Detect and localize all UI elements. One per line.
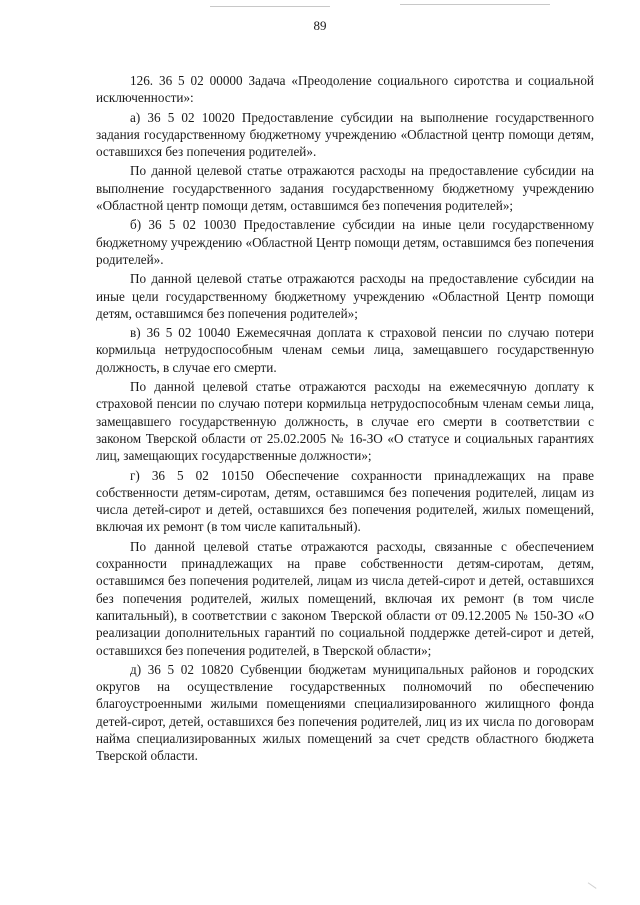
section-heading: 126. 36 5 02 00000 Задача «Преодоление социального сиротства и социальной исключенности»:: [96, 73, 594, 106]
document-body: [96, 72, 594, 767]
paragraph: По данной целевой статье отражаются расходы на ежемесячную доплату к страховой пенсии по случаю потери кормильца нетрудоспособным членам семьи лица, замещавшего государственную должность, в случае его смерти в соответствии с законом Тверской области от 25.02.2005 № 16-ЗО «О статусе и социальных гарантиях лиц, замещающих государственные должности»;: [96, 379, 594, 464]
paragraph: По данной целевой статье отражаются расходы на предоставление субсидии на иные цели государственному бюджетному учреждению «Областной Центр помощи детям, оставшимся без попечения родителей»;: [96, 271, 594, 321]
paragraph: б) 36 5 02 10030 Предоставление субсидии на иные цели государственному бюджетному учреждению «Областной Центр помощи детям, оставшимся без попечения родителей».: [96, 217, 594, 267]
paragraph: а) 36 5 02 10020 Предоставление субсидии на выполнение государственного задания государственному бюджетному учреждению «Областной центр помощи детям, оставшихся без попечения родителей».: [96, 109, 594, 160]
paragraph: По данной целевой статье отражаются расходы на предоставление субсидии на выполнение государственного задания государственному бюджетному учреждению «Областной центр помощи детям, оставшимся без попечения родителей»;: [96, 163, 594, 214]
page-number: 89: [313, 18, 327, 33]
scan-artifact-line: [400, 4, 550, 5]
paragraph: в) 36 5 02 10040 Ежемесячная доплата к страховой пенсии по случаю потери кормильца нетрудоспособным членам семьи лица, замещавшего государственную должность, в случае его смерти.: [96, 325, 594, 375]
scan-artifact-line: [210, 6, 330, 7]
paragraph: По данной целевой статье отражаются расходы, связанные с обеспечением сохранности принадлежащих на праве собственности детям-сиротам, детям, оставшимся без попечения родителей, лицам из числа детей-сирот и детей, оставшихся без попечения родителей, жилых помещений, включая их ремонт (в том числе капитальный), в соответствии с законом Тверской области от 09.12.2005 № 150-ЗО «О реализации дополнительных гарантий по социальной поддержке детей-сирот и детей, оставшихся без попечения родителей, в Тверской области»;: [96, 538, 594, 658]
paragraph: г) 36 5 02 10150 Обеспечение сохранности принадлежащих на праве собственности детям-сиротам, детям, оставшимся без попечения родителей, лицам из числа детей-сирот и детей, оставшихся без попечения родителей, жилых помещений, включая их ремонт (в том числе капитальный).: [96, 467, 594, 535]
paragraph: д) 36 5 02 10820 Субвенции бюджетам муниципальных районов и городских округов на осуществление государственных полномочий по обеспечению благоустроенными жилыми помещениями специализированного жилищного фонда детей-сирот, детей, оставшихся без попечения родителей, лиц из их числа по договорам найма специализированных жилых помещений за счет средств областного бюджета Тверской области.: [96, 661, 594, 764]
scan-corner-mark: [588, 874, 603, 889]
